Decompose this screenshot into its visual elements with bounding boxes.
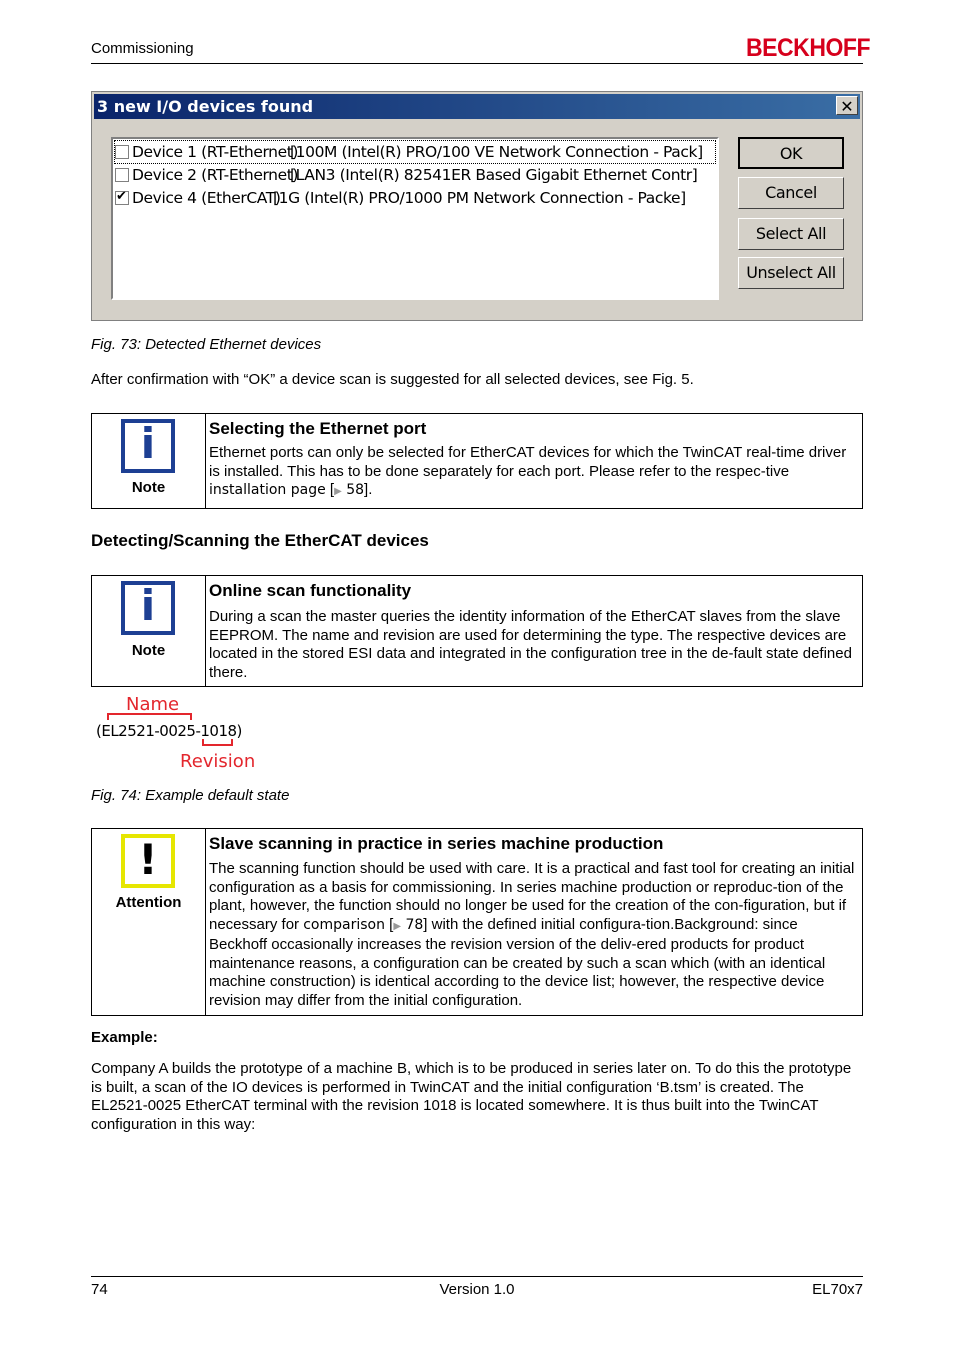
device-name: Device 1 (RT-Ethernet) [132,143,299,161]
device-row[interactable] [115,164,697,186]
device-row[interactable] [115,187,686,209]
note-text [209,444,859,502]
dialog-title: 3 new I/O devices found [97,97,314,116]
bracket-open: [ [384,915,394,933]
page-arrow-icon: ▶ [334,486,342,497]
note-box-online-scan [91,575,863,687]
device-adapter: [1G (Intel(R) PRO/1000 PM Network Connection - Packe] [273,189,686,207]
warning-icon [121,834,175,888]
dialog-title-bar [94,94,860,119]
note-title: Online scan functionality [209,581,412,600]
note-box-ethernet-port [91,413,863,509]
attention-text-body: The scanning function should be used with care. It is a practical and fast tool for creating an initial configuration as a basis for commissioning. In series machine production or reproduc-tion of the plant, however, the function should no longer be used for the creation of the con-figuration, but if necessary for [209,860,855,933]
fig73-caption: Fig. 73: Detected Ethernet devices [91,336,322,353]
info-icon [121,581,175,635]
note-icon-column [92,576,206,686]
device-2-checkbox[interactable] [115,168,129,182]
attention-label: Attention [115,894,182,911]
page-ref-link[interactable]: 78 [401,916,424,933]
info-icon-glyph: i [140,581,156,630]
device-list[interactable] [111,137,719,300]
example-paragraph: Company A builds the prototype of a machine B, which is to be produced in series later on. To do this the prototype is built, a scan of the IO devices is performed in TwinCAT and the initial configuration ‘B.tsm’ is created. The EL2521-0025 EtherCAT terminal with the revision 1018 is located somewhere. It is thus built into the TwinCAT configuration in this way: [91,1060,852,1133]
attention-text [209,860,859,1010]
name-label: Name [126,694,180,715]
cancel-button[interactable]: Cancel [738,177,844,209]
device-adapter: [100M (Intel(R) PRO/100 VE Network Connection - Pack] [290,143,703,161]
section-heading: Detecting/Scanning the EtherCAT devices [91,531,429,550]
footer-product: EL70x7 [812,1281,863,1298]
footer-divider [91,1276,863,1277]
note-label: Note [131,479,166,496]
device-name: Device 2 (RT-Ethernet) [132,166,299,184]
unselect-all-button[interactable]: Unselect All [738,257,844,289]
device-adapter: [LAN3 (Intel(R) 82541ER Based Gigabit Ethernet Contr] [290,166,698,184]
device-4-checkbox[interactable] [115,191,129,205]
paragraph-confirmation: After confirmation with “OK” a device scan is suggested for all selected devices, see Fig. 5. [91,371,694,388]
page-number: 74 [91,1281,108,1298]
warning-icon-glyph: ! [138,835,158,884]
header-section-title: Commissioning [91,40,194,57]
page-arrow-icon: ▶ [393,920,402,932]
note-text-body: Ethernet ports can only be selected for EtherCAT devices for which the TwinCAT real-time driver is installed. This has to be done separately for each port. Please refer to the respec-tive [209,444,847,480]
example-heading: Example: [91,1029,158,1046]
attention-box [91,828,863,1016]
note-text-tail: ]. [364,481,373,498]
note-text: During a scan the master queries the identity information of the EtherCAT slaves from the slave EEPROM. The name and revision are used for determining the type. The respective devices are located in the stored ESI data and integrated in the configuration tree in the de-fault state defined there. [209,608,852,681]
revision-label: Revision [180,751,256,772]
footer-version: Version 1.0 [439,1281,515,1298]
info-icon [121,419,175,473]
device-code: (EL2521-0025-1018) [96,722,242,740]
attention-title: Slave scanning in practice in series machine production [209,834,664,853]
installation-page-link[interactable]: installation page [209,482,326,498]
note-title: Selecting the Ethernet port [209,419,427,438]
page-ref-link[interactable]: 58 [341,482,365,498]
device-row[interactable] [115,141,715,163]
device-name: Device 4 (EtherCAT) [132,189,281,207]
new-io-devices-dialog [91,91,863,321]
comparison-link[interactable]: comparison [303,916,385,933]
info-icon-glyph: i [140,419,156,468]
close-icon[interactable]: ✕ [836,96,858,115]
fig74-caption: Fig. 74: Example default state [91,787,290,804]
bracket-open: [ [325,481,335,498]
fig74-name-revision-diagram [96,694,261,774]
select-all-button[interactable]: Select All [738,218,844,250]
ok-button[interactable]: OK [738,137,844,169]
note-label: Note [131,642,166,659]
note-icon-column [92,414,206,508]
header-divider [91,63,863,64]
beckhoff-logo: BECKHOFF [746,34,871,62]
attention-icon-column [92,829,206,1015]
device-1-checkbox[interactable] [115,145,129,159]
attention-text-tail: ] with the defined initial configura-tion.Background: since Beckhoff occasionally increases the revision version of the deliv-ered products for product maintenance reasons, a configuration can be created by such a scan which (with an identical machine construction) is identical according to the device list; however, the respective device revision may differ from the initial configuration. [209,915,826,1009]
